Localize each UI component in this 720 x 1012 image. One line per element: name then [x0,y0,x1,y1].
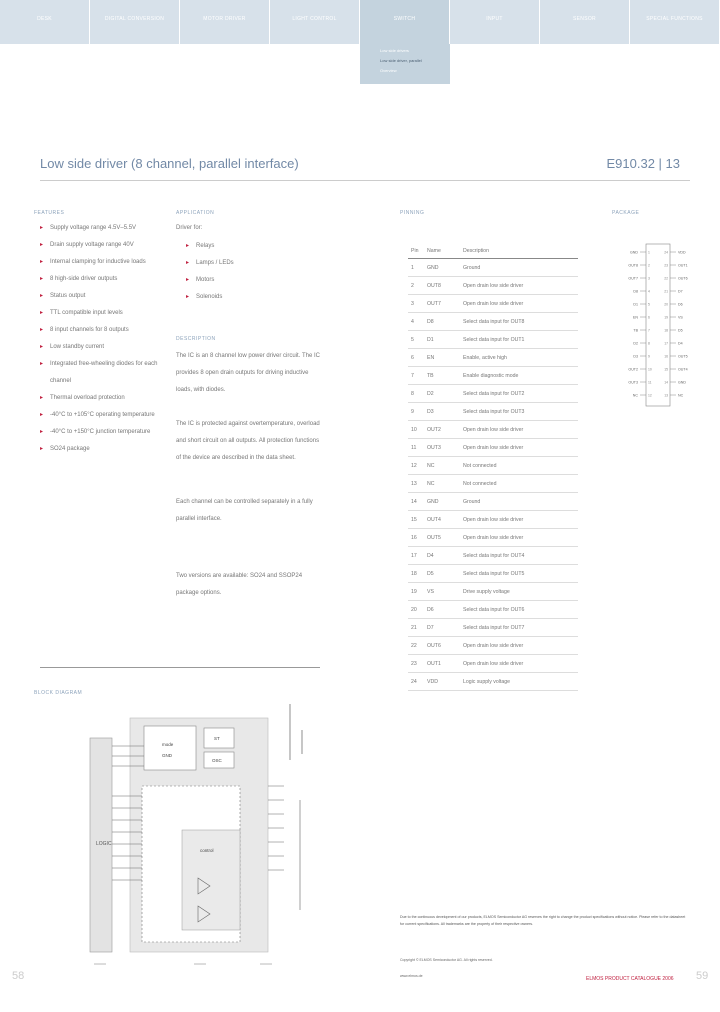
table-cell: Enable, active high [460,349,578,367]
table-cell: OUT3 [424,439,460,457]
pin-label: OUT2 [628,367,638,372]
feature-item: ▸ Low standby current [40,339,160,356]
pin-number: 5 [648,302,650,307]
application-item: ▸ Relays [186,238,306,255]
table-cell: VS [424,583,460,601]
table-cell: D5 [424,565,460,583]
table-cell: NC [424,457,460,475]
table-cell: Drive supply voltage [460,583,578,601]
block-diagram-label: BLOCK DIAGRAM [34,690,83,696]
table-cell: 15 [408,511,424,529]
description-para: Each channel can be controlled separately in a fully parallel interface. [176,499,313,522]
nav-tab[interactable]: LIGHT CONTROL [270,0,360,44]
table-cell: Select data input for OUT4 [460,547,578,565]
pin-number: 2 [648,263,650,268]
table-cell: D3 [424,403,460,421]
mode-label: mode [162,742,174,747]
pin-label: OUT3 [628,380,638,385]
mode-block [144,726,196,770]
nav-tab-active[interactable]: SWITCH [360,0,450,44]
pin-number: 17 [664,341,668,346]
table-cell: Not connected [460,475,578,493]
table-cell: GND [424,493,460,511]
table-cell: D8 [424,313,460,331]
table-cell: GND [424,259,460,277]
table-cell: 6 [408,349,424,367]
table-cell: OUT5 [424,529,460,547]
table-row [408,313,578,331]
pin-label: D7 [678,289,683,294]
pin-number: 15 [664,367,668,372]
section-divider [40,667,320,668]
pin-label: D3 [633,354,638,359]
application-item: ▸ Lamps / LEDs [186,255,306,272]
page-number-right: 59 [696,970,709,982]
table-cell: Ground [460,493,578,511]
pin-number: 10 [648,367,652,372]
table-cell: 11 [408,439,424,457]
feature-item: ▸ Integrated free-wheeling diodes for each channel [40,356,160,390]
page-title: Low side driver (8 channel, parallel interface) [40,156,299,171]
nav-tab[interactable]: SPECIAL FUNCTIONS [630,0,720,44]
table-row [408,259,578,277]
table-cell: 13 [408,475,424,493]
pin-number: 19 [664,315,668,320]
table-cell: Select data input for OUT2 [460,385,578,403]
table-row [408,349,578,367]
legal-notes: Due to the continuous development of our products, ELMOS Semiconductor AG reserves the right to change the product specifications without notice. Please refer to the datasheet for current specifications. All trademarks are the property of their respective owners. [400,915,686,926]
table-cell: Open drain low side driver [460,655,578,673]
control-label: control [200,848,214,853]
description-para: The IC is protected against overtemperature, overload and short circuit on all outputs. All protection functions of the device are described in the data sheet. [176,421,320,461]
feature-item: ▸ Thermal overload protection [40,390,160,407]
pin-number: 4 [648,289,650,294]
logic-label: LOGIC [96,841,112,847]
table-cell: 3 [408,295,424,313]
table-row [408,439,578,457]
application-item: ▸ Solenoids [186,289,306,306]
pin-number: 14 [664,380,668,385]
table-cell: 20 [408,601,424,619]
nav-tab[interactable]: SENSOR [540,0,630,44]
table-cell: 10 [408,421,424,439]
table-cell: 18 [408,565,424,583]
block-diagram [70,700,330,970]
nav-tab[interactable]: DIGITAL CONVERSION [90,0,180,44]
table-row [408,493,578,511]
table-cell: Open drain low side driver [460,421,578,439]
table-row [408,547,578,565]
top-nav [0,0,720,44]
pin-number: 22 [664,276,668,281]
table-row [408,655,578,673]
application-item: ▸ Motors [186,272,306,289]
pin-label: D8 [633,289,638,294]
table-cell: 14 [408,493,424,511]
feature-item: ▸ TTL compatible input levels [40,305,160,322]
table-cell: OUT2 [424,421,460,439]
nav-tab[interactable]: DESK [0,0,90,44]
table-cell: 19 [408,583,424,601]
pin-label: D6 [678,302,683,307]
pin-label: GND [630,250,638,255]
table-row [408,475,578,493]
submenu-item-current[interactable]: Low side driver, parallel [380,58,422,63]
description-para: The IC is an 8 channel low power driver circuit. The IC provides 8 open drain outputs for driving inductive loads, with diodes. [176,353,320,393]
table-cell: Open drain low side driver [460,439,578,457]
column-header: Description [460,244,578,259]
submenu-item[interactable]: Low side drivers [380,48,409,53]
table-cell: Open drain low side driver [460,511,578,529]
table-row [408,421,578,439]
pin-number: 1 [648,250,650,255]
feature-item: ▸ 8 input channels for 8 outputs [40,322,160,339]
table-row [408,619,578,637]
pin-label: OUT5 [678,354,688,359]
table-cell: OUT1 [424,655,460,673]
pin-label: OUT6 [678,276,688,281]
table-cell: 21 [408,619,424,637]
pin-number: 21 [664,289,668,294]
table-cell: Select data input for OUT1 [460,331,578,349]
table-cell: TB [424,367,460,385]
table-row [408,277,578,295]
table-row [408,403,578,421]
table-row [408,637,578,655]
feature-item: ▸ 8 high-side driver outputs [40,271,160,288]
pin-label: D4 [678,341,683,346]
package-label: PACKAGE [612,210,640,216]
pin-number: 18 [664,328,668,333]
features-list [40,220,160,458]
pin-label: VS [678,315,683,320]
table-cell: OUT8 [424,277,460,295]
pinning-label: PINNING [400,210,425,216]
table-cell: 9 [408,403,424,421]
table-cell: Select data input for OUT8 [460,313,578,331]
title-divider [40,180,690,181]
st-label: ST [214,736,220,741]
table-cell: Open drain low side driver [460,277,578,295]
pin-number: 3 [648,276,650,281]
table-row [408,583,578,601]
package-diagram [620,240,710,410]
table-cell: EN [424,349,460,367]
table-cell: 4 [408,313,424,331]
table-row [408,385,578,403]
table-row [408,331,578,349]
table-row [408,367,578,385]
pin-label: D5 [678,328,683,333]
pin-label: OUT1 [678,263,688,268]
table-cell: D1 [424,331,460,349]
table-cell: Open drain low side driver [460,637,578,655]
pin-number: 12 [648,393,652,398]
copyright: Copyright © ELMOS Semiconductor AG. All rights reserved. [400,958,493,962]
pin-number: 9 [648,354,650,359]
pin-number: 11 [648,380,652,385]
table-row [408,457,578,475]
pin-label: GND [678,380,686,385]
osc-label: OSC [212,758,222,763]
column-header: Pin [408,244,424,259]
table-cell: 22 [408,637,424,655]
feature-item: ▸ Supply voltage range 4.5V–5.5V [40,220,160,237]
table-cell: Select data input for OUT6 [460,601,578,619]
table-row [408,529,578,547]
table-cell: 17 [408,547,424,565]
pin-number: 7 [648,328,650,333]
table-cell: Ground [460,259,578,277]
nav-tab[interactable]: MOTOR DRIVER [180,0,270,44]
feature-item: ▸ Drain supply voltage range 40V [40,237,160,254]
pin-number: 6 [648,315,650,320]
feature-item: ▸ SO24 package [40,441,160,458]
pin-number: 13 [664,393,668,398]
pin-number: 8 [648,341,650,346]
table-cell: D6 [424,601,460,619]
table-cell: Open drain low side driver [460,295,578,313]
table-header-row [408,244,578,259]
table-cell: Select data input for OUT3 [460,403,578,421]
pin-label: NC [678,393,684,398]
catalogue-brand: ELMOS PRODUCT CATALOGUE 2006 [586,976,674,982]
table-cell: D4 [424,547,460,565]
pinning-table [408,244,578,691]
pin-number: 16 [664,354,668,359]
nav-tab[interactable]: INPUT [450,0,540,44]
table-row [408,601,578,619]
table-cell: Enable diagnostic mode [460,367,578,385]
table-cell: OUT4 [424,511,460,529]
pin-label: VDD [678,250,686,255]
description-label: DESCRIPTION [176,336,216,342]
pin-number: 20 [664,302,668,307]
column-header: Name [424,244,460,259]
pin-label: TB [633,328,638,333]
table-cell: Select data input for OUT7 [460,619,578,637]
table-cell: Select data input for OUT5 [460,565,578,583]
table-row [408,295,578,313]
table-cell: 8 [408,385,424,403]
table-cell: Logic supply voltage [460,673,578,691]
submenu-item[interactable]: Overview [380,68,397,73]
pin-label: OUT8 [628,263,638,268]
table-cell: OUT7 [424,295,460,313]
table-cell: 2 [408,277,424,295]
table-cell: 23 [408,655,424,673]
application-label: APPLICATION [176,210,215,216]
table-cell: D2 [424,385,460,403]
feature-item: ▸ -40°C to +105°C operating temperature [40,407,160,424]
table-cell: OUT6 [424,637,460,655]
table-cell: 16 [408,529,424,547]
features-label: FEATURES [34,210,65,216]
table-row [408,565,578,583]
application-intro: Driver for: [176,225,203,231]
table-cell: 1 [408,259,424,277]
page-number-left: 58 [12,970,25,982]
pin-label: EN [633,315,638,320]
table-row [408,511,578,529]
table-cell: 12 [408,457,424,475]
table-row [408,673,578,691]
application-list [186,238,306,306]
pin-label: D1 [633,302,638,307]
table-cell: 24 [408,673,424,691]
table-cell: D7 [424,619,460,637]
table-cell: VDD [424,673,460,691]
pin-number: 24 [664,250,668,255]
table-cell: 5 [408,331,424,349]
table-cell: 7 [408,367,424,385]
control-block [182,830,240,930]
submenu [360,44,450,84]
pin-label: D2 [633,341,638,346]
pin-label: NC [632,393,638,398]
table-cell: Open drain low side driver [460,529,578,547]
feature-item: ▸ Internal clamping for inductive loads [40,254,160,271]
pin-number: 23 [664,263,668,268]
description-para: Two versions are available: SO24 and SSOP24 package options. [176,573,303,596]
pin-label: OUT4 [678,367,688,372]
table-cell: NC [424,475,460,493]
feature-item: ▸ Status output [40,288,160,305]
pin-label: OUT7 [628,276,638,281]
product-code: E910.32 | 13 [606,156,680,171]
feature-item: ▸ -40°C to +150°C junction temperature [40,424,160,441]
gnd-label: GND [162,753,172,758]
table-cell: Not connected [460,457,578,475]
website[interactable]: www.elmos.de [400,974,423,978]
